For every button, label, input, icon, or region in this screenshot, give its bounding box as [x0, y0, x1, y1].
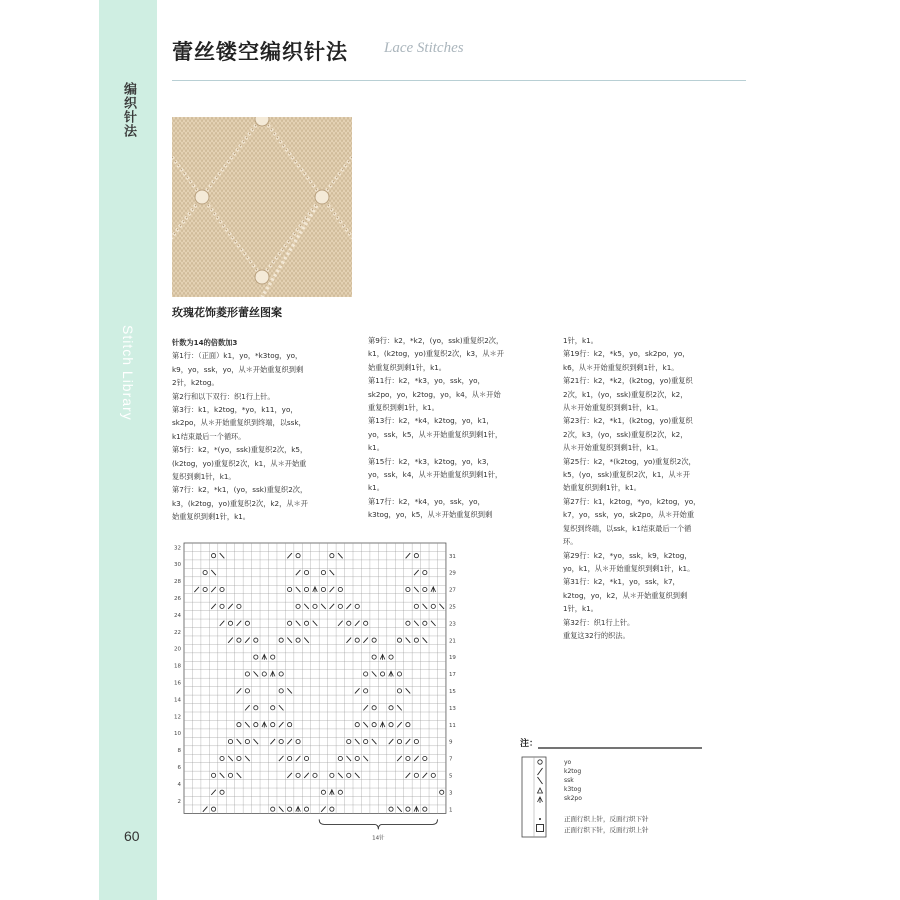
legend-title: 注：	[520, 739, 539, 749]
instruction-line: 第23行：k2，*k1，(k2tog，yo)重复织	[563, 416, 693, 426]
chart-row-label: 2	[177, 798, 181, 805]
instruction-line: sk2po，从＊开始重复织到终端，以ssk，	[172, 418, 306, 428]
legend-knit-icon	[537, 825, 544, 832]
instruction-line: 第25行：k2，*(k2tog，yo)重复织2次，	[563, 456, 696, 466]
instruction-line: k3，(k2tog，yo)重复织2次，k2，从＊开	[172, 498, 308, 508]
instruction-line: 2针，k2tog。	[172, 378, 219, 388]
chart-row-label: 6	[177, 765, 181, 772]
instruction-line: 1针，k1。	[563, 604, 598, 614]
instructions-column-2	[368, 334, 504, 522]
instruction-line: 复织到剩1针，k1。	[172, 472, 236, 482]
legend-k2tog-icon	[538, 768, 543, 775]
instruction-line: (k2tog，yo)重复织2次，k1，从＊开始重	[172, 458, 307, 468]
chart-row-label: 12	[174, 714, 181, 721]
swatch-caption: 玫瑰花饰菱形蕾丝图案	[172, 306, 282, 319]
chart-row-label: 13	[448, 705, 456, 712]
chart-row-label: 23	[448, 621, 456, 628]
chart-row-label: 22	[174, 629, 181, 636]
instruction-line: 重复织到剩1针，k1。	[368, 403, 439, 413]
instruction-line: 第11行：k2，*k3，yo，ssk，yo，	[368, 376, 485, 386]
page-title-english: Lace Stitches	[384, 40, 464, 56]
legend-item: sk2po	[564, 795, 582, 802]
page-title: 蕾丝镂空编织针法	[172, 40, 348, 64]
chart-row-label: 19	[448, 655, 456, 662]
instruction-line: 始重复织到剩1针，k1。	[563, 483, 641, 493]
chart-row-label: 30	[174, 562, 181, 569]
instruction-line: k5，(yo，ssk)重复织2次，k1，从＊开	[563, 470, 691, 480]
lace-swatch-photo	[172, 117, 352, 297]
instruction-line: 第13行：k2，*k4，k2tog，yo，k1，	[368, 416, 494, 426]
instruction-line: k1。	[368, 483, 384, 493]
chart-row-label: 28	[174, 579, 181, 586]
legend-k3tog-icon	[538, 788, 543, 793]
chart-row-label: 16	[174, 680, 181, 687]
repeat-label: 14针	[372, 835, 385, 842]
chart-row-label: 18	[174, 663, 181, 670]
instruction-line: yo，ssk，k5，从＊开始重复织到剩1针，	[368, 429, 503, 439]
sidebar-section-subtitle: Stitch Library	[120, 325, 136, 421]
instruction-line: 重复这32行的织法。	[563, 630, 630, 640]
instructions-column-3	[563, 334, 700, 642]
instruction-line: 第29行：k2，*yo，ssk，k9，k2tog，	[563, 550, 692, 560]
instructions-column-1	[172, 336, 308, 524]
instruction-line: k7，yo，ssk，yo，sk2po，从＊开始重	[563, 510, 695, 520]
instruction-line: k1。	[368, 443, 384, 453]
instruction-line: 第7行：k2，*k1，(yo，ssk)重复织2次，	[172, 485, 308, 495]
instruction-line: 从＊开始重复织到剩1针，k1。	[563, 403, 663, 413]
page-number: 60	[124, 828, 140, 844]
instruction-line: yo，ssk，k4，从＊开始重复织到剩1针，	[368, 470, 503, 480]
instruction-line: 环。	[563, 537, 578, 547]
legend-note-purl: 正面行织上针，反面行织下针	[564, 815, 649, 823]
legend-item: k2tog	[564, 768, 582, 775]
instruction-line: k2tog，yo，k2，从＊开始重复织到剩	[563, 590, 688, 600]
instruction-line: 第32行：织1行上针。	[563, 617, 635, 627]
chart-row-label: 29	[448, 570, 456, 577]
chart-row-label: 21	[448, 638, 456, 645]
chart-row-label: 5	[448, 773, 453, 780]
instruction-line: 第5行：k2，*(yo，ssk)重复织2次，k5，	[172, 445, 308, 455]
instruction-line: k1结束最后一个循环。	[172, 431, 246, 441]
repeat-bracket	[319, 819, 437, 829]
legend-item: yo	[564, 759, 572, 766]
instruction-line: 第9行：k2，*k2，(yo，ssk)重复织2次，	[368, 336, 504, 345]
instruction-line: sk2po，yo，k2tog，yo，k4，从＊开始	[368, 389, 501, 399]
instruction-line: 第27行：k1，k2tog，*yo，k2tog，yo，	[563, 496, 701, 506]
instruction-line: 第15行：k2，*k3，k2tog，yo，k3，	[368, 456, 494, 466]
instruction-line: 第2行和以下双行：织1行上针。	[172, 391, 275, 401]
chart-row-label: 7	[448, 756, 453, 763]
instruction-line: 复织到终端，以ssk，k1结束最后一个循	[563, 523, 692, 533]
instruction-line: k3tog，yo，k5，从＊开始重复织到剩	[368, 510, 493, 520]
legend-sk2po-icon	[538, 797, 543, 803]
instruction-line: 2次，k3，(yo，ssk)重复织2次，k2，	[563, 429, 688, 439]
chart-row-label: 11	[448, 722, 456, 729]
instruction-line: 2次，k1，(yo，ssk)重复织2次，k2，	[563, 389, 688, 399]
chart-row-label: 3	[448, 790, 453, 797]
chart-row-label: 26	[174, 596, 181, 603]
chart-row-label: 10	[174, 731, 181, 738]
chart-row-label: 4	[177, 781, 181, 788]
instruction-line: k1，(k2tog，yo)重复织2次，k3，从＊开	[368, 349, 504, 359]
instruction-line: yo，k1，从＊开始重复织到剩1针，k1。	[563, 563, 695, 573]
chart-row-label: 1	[448, 807, 453, 814]
instruction-line: 第31行：k2，*k1，yo，ssk，k7，	[563, 577, 680, 587]
chart-row-label: 25	[448, 604, 456, 611]
title-divider	[172, 80, 746, 81]
instruction-line: k9，yo，ssk，yo，从＊开始重复织到剩	[172, 364, 304, 374]
instruction-line: 始重复织到剩1针，k1。	[368, 362, 446, 372]
sidebar-section-title: 编织针法	[121, 82, 136, 138]
legend-purl-icon	[539, 818, 541, 820]
stitch-chart	[170, 540, 475, 845]
chart-row-label: 15	[448, 688, 456, 695]
legend-note-knit: 正面行织下针，反面行织上针	[564, 826, 649, 834]
chart-legend	[520, 737, 750, 842]
legend-ssk-icon	[538, 777, 543, 784]
instruction-line: 针数为14的倍数加3	[172, 338, 238, 347]
chart-row-label: 9	[448, 739, 453, 746]
chart-row-label: 32	[174, 545, 181, 552]
instruction-line: k6，从＊开始重复织到剩1针，k1。	[563, 362, 679, 372]
instruction-line: 第3行：k1，k2tog，*yo，k11，yo，	[172, 405, 298, 415]
instruction-line: 始重复织到剩1针，k1。	[172, 512, 250, 522]
legend-yo-icon	[538, 760, 542, 764]
legend-item: ssk	[564, 777, 574, 784]
chart-row-label: 31	[448, 553, 456, 560]
chart-row-label: 17	[448, 672, 456, 679]
chart-row-label: 27	[448, 587, 456, 594]
chart-row-label: 14	[174, 697, 181, 704]
instruction-line: 从＊开始重复织到剩1针，k1。	[563, 443, 663, 453]
legend-item: k3tog	[564, 786, 582, 793]
chart-row-label: 24	[174, 612, 181, 619]
instruction-line: 第19行：k2，*k5，yo，sk2po，yo，	[563, 349, 690, 359]
chart-row-label: 20	[174, 646, 181, 653]
instruction-line: 第17行：k2，*k4，yo，ssk，yo，	[368, 496, 485, 506]
chart-row-label: 8	[177, 748, 181, 755]
instruction-line: 第1行：（正面）k1，yo，*k3tog，yo，	[172, 351, 303, 361]
instruction-line: 第21行：k2，*k2，(k2tog，yo)重复织	[563, 376, 693, 386]
instruction-line: 1针，k1。	[563, 336, 598, 345]
